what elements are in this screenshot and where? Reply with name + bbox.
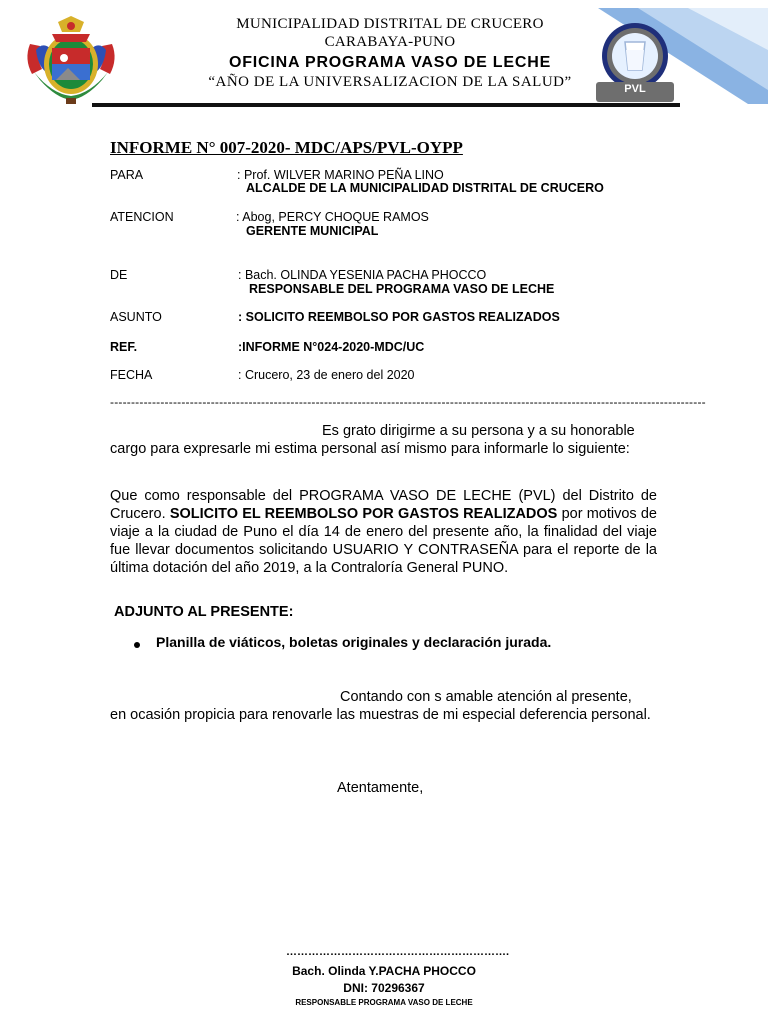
municipality-location: CARABAYA-PUNO [324, 34, 456, 50]
paragraph-greeting [110, 422, 657, 458]
ref-label: REF. [110, 340, 138, 354]
greeting-first-line: Es grato dirigirme a su persona y a su honorable [322, 423, 635, 439]
bullet-icon [134, 642, 140, 648]
pvl-logo [592, 22, 678, 104]
para-role: ALCALDE DE LA MUNICIPALIDAD DISTRITAL DE CRUCERO [246, 181, 604, 195]
fecha-value: : Crucero, 23 de enero del 2020 [238, 368, 415, 382]
para-label: PARA [110, 168, 144, 182]
separator-line: ---------------------------------------------------------------------------------------------------------------------------------------------- [110, 395, 706, 409]
request-intro: Que como responsable del PROGRAMA VASO DE LECHE (PVL) del Distrito de Crucero. [110, 488, 657, 522]
attachments-heading: ADJUNTO AL PRESENTE: [114, 604, 294, 620]
signatory-name: Bach. Olinda Y.PACHA PHOCCO [292, 964, 476, 978]
signature-line: ……………………………………………………. [286, 946, 510, 958]
office-name: OFICINA PROGRAMA VASO DE LECHE [228, 54, 552, 71]
pvl-logo-text: PVL [624, 83, 646, 95]
closing-rest: en ocasión propicia para renovarle las muestras de mi especial deferencia personal. [110, 707, 651, 723]
request-highlight: SOLICITO EL REEMBOLSO POR GASTOS REALIZADOS [169, 506, 558, 522]
year-motto: “AÑO DE LA UNIVERSALIZACION DE LA SALUD” [208, 74, 572, 90]
greeting-rest: cargo para expresarle mi estima personal así mismo para informarle lo siguiente: [110, 441, 630, 457]
para-name: : Prof. WILVER MARINO PEÑA LINO [237, 168, 444, 182]
de-role: RESPONSABLE DEL PROGRAMA VASO DE LECHE [249, 282, 555, 296]
signatory-dni: DNI: 70296367 [343, 981, 425, 995]
municipality-name: MUNICIPALIDAD DISTRITAL DE CRUCERO [236, 16, 544, 32]
request-details: por motivos de viaje a la ciudad de Puno el día 14 de enero del presente año, la finalidad del viaje fue llevar documentos solicitando USUARIO Y CONTRASEÑA para el reporte de la última dotación del año 2019, a la Contraloría General PUNO. [110, 506, 657, 576]
report-title: INFORME N° 007-2020- MDC/APS/PVL-OYPP [110, 138, 463, 157]
sign-off: Atentamente, [337, 780, 424, 796]
closing-first-line: Contando con s amable atención al presente, [340, 689, 632, 705]
fecha-label: FECHA [110, 368, 153, 382]
asunto-value: : SOLICITO REEMBOLSO POR GASTOS REALIZADOS [238, 310, 560, 324]
municipal-crest-icon [22, 14, 120, 106]
paragraph-closing [110, 688, 657, 724]
ref-value: :INFORME N°024-2020-MDC/UC [238, 340, 425, 354]
signatory-role: RESPONSABLE PROGRAMA VASO DE LECHE [295, 998, 473, 1007]
de-name: : Bach. OLINDA YESENIA PACHA PHOCCO [238, 268, 487, 282]
atencion-name: : Abog, PERCY CHOQUE RAMOS [236, 210, 429, 224]
asunto-label: ASUNTO [110, 310, 162, 324]
atencion-label: ATENCION [110, 210, 174, 224]
paragraph-request [110, 487, 657, 577]
attachment-item: Planilla de viáticos, boletas originales y declaración jurada. [156, 634, 552, 650]
atencion-role: GERENTE MUNICIPAL [246, 224, 379, 238]
de-label: DE [110, 268, 128, 282]
